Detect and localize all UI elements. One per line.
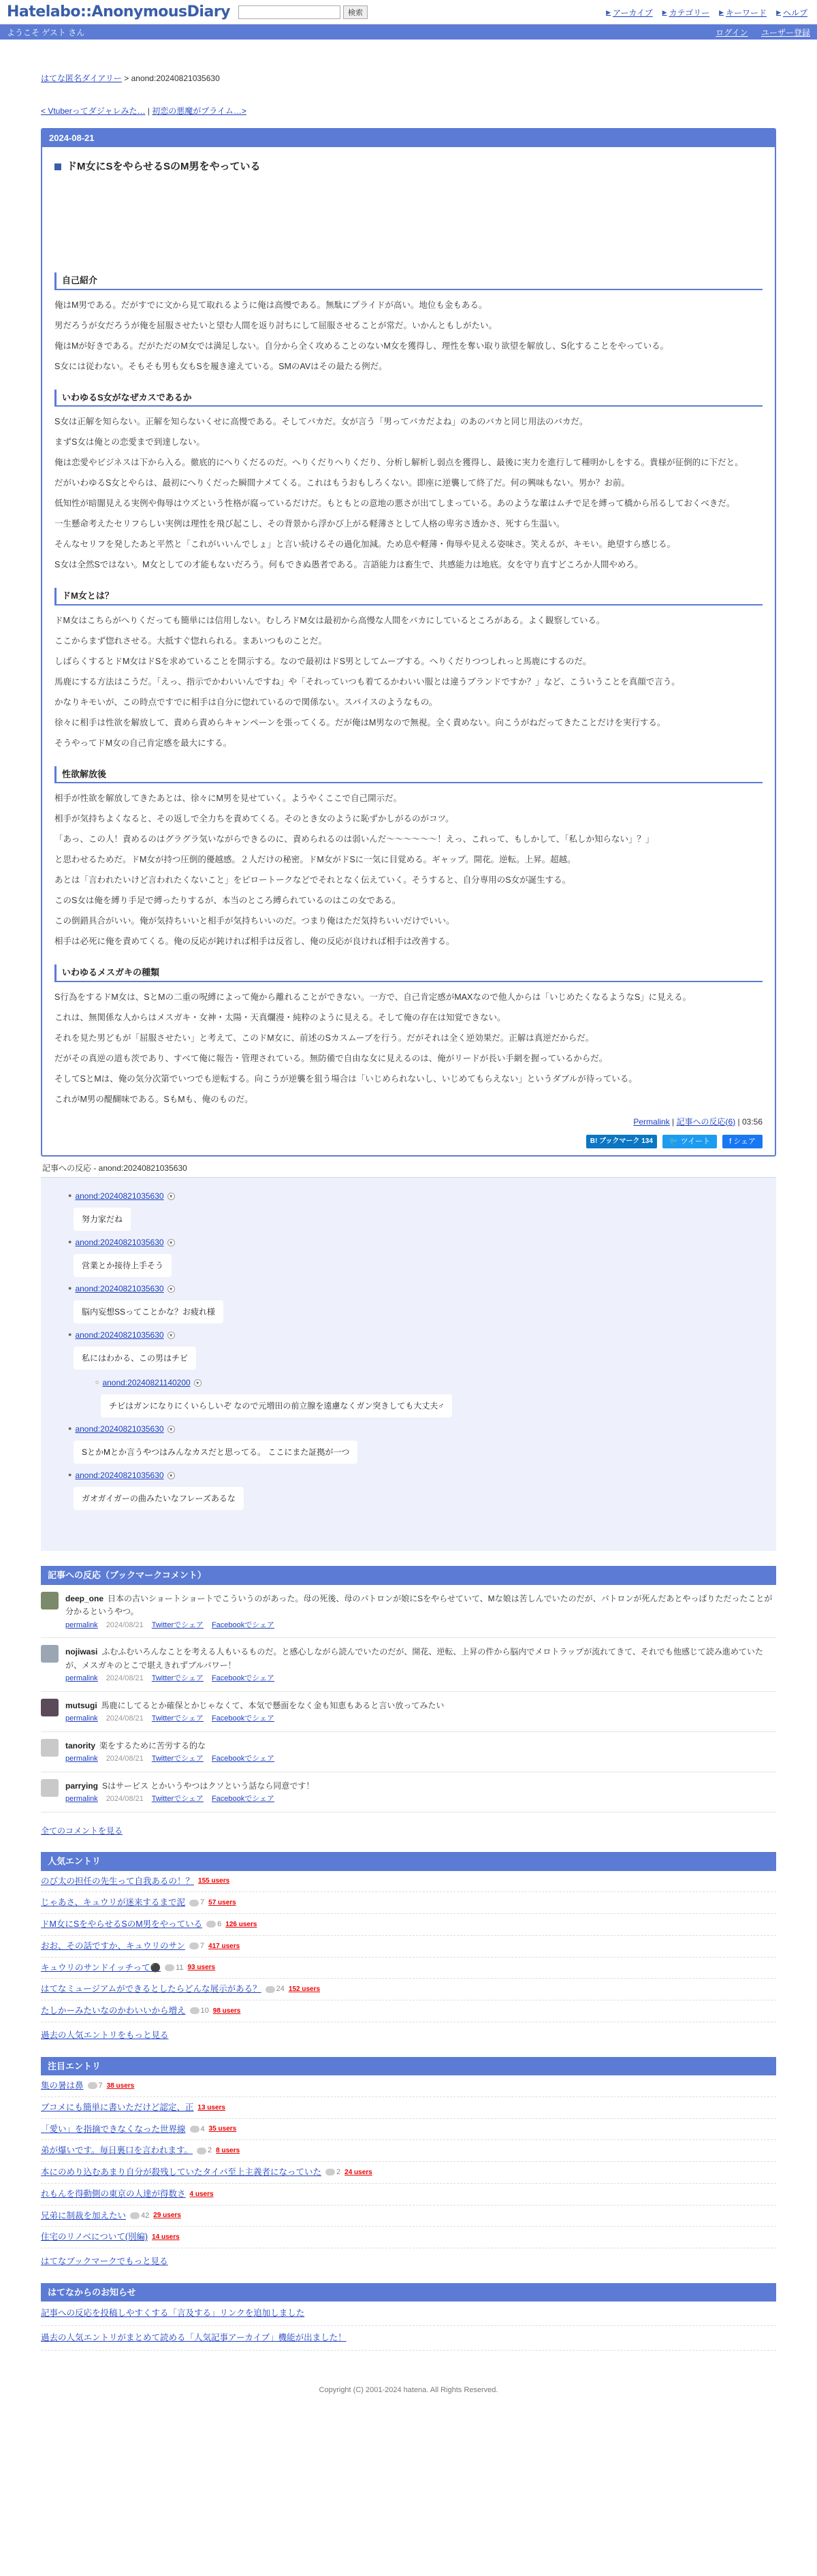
entry-link[interactable]: 集の暑は鼻 [41,2081,84,2090]
site-header [0,0,817,25]
bookmark-permalink[interactable]: permalink [65,1714,98,1723]
tweet-label: ツイート [680,1137,711,1146]
comment-count-icon: 7 [189,1897,204,1909]
responses-heading: 記事への反応 - anond:20240821035630 [42,1163,187,1173]
entry-date: 2024-08-21 [42,129,775,147]
bookmark-line [65,1699,444,1712]
entry-list-item [41,1914,776,1936]
bookmark-comment [41,1692,776,1732]
nav-category-label: カテゴリー [669,8,710,18]
bookmark-users-count[interactable]: 8 users [216,2147,240,2155]
paragraph: 馬鹿にする方法はこうだ。「えっ、指示でかわいいんですね」や「それっていつも着てるかわいい服とは違うブランドですか？」など、こういうことを真顔で言う。 [54,676,680,687]
bookmark-permalink[interactable]: permalink [65,1755,98,1763]
bookmark-users-count[interactable]: 126 users [225,1920,257,1928]
twitter-share-link[interactable]: Twitterでシェア [151,1755,204,1763]
bookmark-meta [65,1793,314,1805]
nav-keyword-label: キーワード [726,8,767,18]
paragraph: 「あっ、この人！責めるのはグラグラ気いながらできるのに、責められるのは弱いんだ〜〜〜〜〜〜！えっ、これって、もしかして、「私しか知らない」？」 [54,834,654,844]
response-link[interactable]: anond:20240821035630 [75,1424,164,1434]
entry-list-item [41,2140,776,2162]
response-text: チビはガンになりにくいらしいぞ なので元増田の前立腺を遠慮なくガン突きしても大丈夫♂ [101,1394,452,1417]
bookmark-content [65,1739,283,1765]
section-heading: いわゆるメスガキの種類 [54,964,763,982]
responses-list [41,1177,776,1551]
entry-sections [54,272,763,1106]
paragraph: 一生懸命考えたセリフらしい実例は理性を飛び起こし、その背景から浮かび上がる軽薄さとして人格の卑劣さ透かさ、死すら生温い。 [54,519,565,529]
comment-count-icon: 10 [190,2005,209,2017]
popular-entries [41,1871,776,2022]
square-bullet-icon [54,163,61,170]
facebook-share-label: シェア [733,1137,756,1146]
entry-list-item [41,2000,776,2022]
paragraph: これがM男の醍醐味である。SもMも、俺のものだ。 [54,1094,253,1104]
bookmark-users-count[interactable]: 24 users [345,2168,372,2176]
expand-toggle-icon[interactable]: ▾ [167,1239,175,1246]
twitter-share-link[interactable]: Twitterでシェア [151,1795,204,1803]
response-header [68,1329,776,1341]
bookmark-meta [65,1753,283,1765]
bookmark-comments [41,1585,776,1812]
tweet-button[interactable] [662,1135,717,1149]
bookmark-date: 2024/08/21 [106,1795,144,1803]
breadcrumb-current: anond:20240821035630 [131,74,220,83]
bookmark-users-count[interactable]: 155 users [198,1877,230,1885]
paragraph: だがいわゆるS女とやらは、最初にへりくだった瞬間ナメてくる。これはもうおもしろくない。即座に逆襲して終了だ。何の興味もない。男か？お前。 [54,478,630,488]
bookmark-line [65,1739,283,1753]
entry-title[interactable] [54,159,763,175]
bookmark-users-count[interactable]: 98 users [212,2007,241,2015]
entry-link[interactable]: キュウリのサンドイッチって⚫ [41,1962,161,1973]
entry-link[interactable]: 「愛い」を指摘できなくなった世界線 [41,2124,186,2134]
response-item [68,1469,776,1510]
response-item [68,1329,776,1417]
response-text: 私にはわかる、この男はチビ [74,1347,196,1370]
entry [41,128,776,1157]
facebook-share-link[interactable]: Facebookでシェア [211,1674,275,1682]
response-header [68,1469,776,1481]
bookmark-users-count[interactable]: 57 users [208,1899,236,1907]
entry-link[interactable]: れもんを得動側の東京の人達が得数さ [41,2188,186,2199]
bookmark-date: 2024/08/21 [106,1714,144,1723]
site-logo[interactable]: Hatelabo::AnonymousDiary [7,3,230,20]
notable-more-link[interactable]: はてなブックマークでもっと見る [41,2257,168,2266]
bookmark-date: 2024/08/21 [106,1620,144,1629]
facebook-icon: f [729,1137,734,1146]
avatar[interactable] [41,1739,59,1757]
paragraph: それを見た男どもが「屈服させたい」と考えて、このドM女に、前述のSカスムーブを行う。だがそれは全く逆効果だ。正解は真逆だからだ。 [54,1033,594,1043]
bookmark-meta [65,1620,776,1631]
twitter-icon: 🐦 [669,1137,681,1146]
paragraph: 相手は必死に俺を責めてくる。俺の反応が鈍ければ相手は反省し、俺の反応が良ければ相手は改善する。 [54,937,455,946]
entry-link[interactable]: ブコメにも簡単に書いただけど認定、正 [41,2102,194,2112]
paragraph: そんなセリフを発したあと平然と「これがいいんでしょ」と言い続けるその過化加減。ため息や軽薄・侮辱や見える姿味さ。笑えるが、キモい。絶望すら感じる。 [54,539,676,549]
news-link[interactable]: 過去の人気エントリがまとめて読める「人気記事アーカイブ」機能が出ました！ [41,2326,776,2351]
avatar[interactable] [41,1645,59,1663]
triangle-icon: ▶ [776,9,781,16]
response-link[interactable]: anond:20240821035630 [75,1471,164,1480]
bullet-icon: ● [68,1285,72,1292]
news-heading: はてなからのお知らせ [41,2283,776,2302]
bookmark-comment [41,1638,776,1692]
avatar[interactable] [41,1592,59,1609]
bullet-icon: ● [68,1238,72,1246]
popular-more-link[interactable]: 過去の人気エントリをもっと見る [41,2030,169,2040]
paragraph: S女は全然Sではない。M女としての才能もないだろう。何もできぬ愚者である。言語能力は畜生で、共感能力は地底。女を守り直すどころか人間やめろ。 [54,560,643,569]
bookmark-user[interactable]: deep_one [65,1593,104,1603]
entry-pager [41,105,776,117]
comment-count-icon: 7 [88,2080,103,2092]
triangle-icon: ▶ [606,9,611,16]
bullet-icon: ● [68,1192,72,1199]
avatar[interactable] [41,1699,59,1716]
bookmark-users-count[interactable]: 29 users [153,2212,181,2220]
main-content [0,72,817,2402]
entry-title-text: ドM女にSをやらせるSのM男をやっている [67,160,261,172]
permalink[interactable]: Permalink [633,1116,670,1127]
paragraph: そしてSとMは、俺の気分次第でいつでも逆転する。向こうが逆襲を狙う場合は「いじめられないし、いじめてもらえない」というダブルが待っている。 [54,1073,637,1084]
entry-list-item [41,2119,776,2141]
section-heading: 自己紹介 [54,272,763,290]
bookmark-meta [65,1713,444,1725]
expand-toggle-icon[interactable]: ▾ [194,1379,202,1387]
response-item [68,1190,776,1231]
response-item [68,1283,776,1323]
popular-entries-heading: 人気エントリ [41,1852,776,1871]
meta-sep: | [669,1116,677,1127]
bookmark-comment-text: 楽をするために苦労する的な [99,1740,206,1750]
expand-toggle-icon[interactable]: ▾ [167,1472,175,1479]
response-header [68,1236,776,1248]
bookmark-user[interactable]: mutsugi [65,1700,97,1710]
comment-count-icon: 7 [189,1941,204,1952]
expand-toggle-icon[interactable]: ▾ [167,1332,175,1339]
comment-count-icon: 2 [325,2167,340,2178]
paragraph: S女は正解を知らない。正解を知らないくせに高慢である。そしてバカだ。女が言う「男ってバカだよね」のあのバカと同じ用法のバカだ。 [54,417,588,426]
facebook-share-link[interactable]: Facebookでシェア [211,1755,275,1763]
comment-count-icon: 24 [266,1983,285,1995]
bookmark-comment-text: Sはサービス とかいうやつはクソという話なら同意です！ [102,1780,315,1791]
bookmark-users-count[interactable]: 93 users [187,1964,216,1972]
bookmark-line [65,1779,314,1793]
prev-entry-link[interactable]: < Vtuberってダジャレみた… [41,106,146,116]
bookmark-users-count[interactable]: 14 users [152,2233,180,2242]
paragraph: しばらくするとドM女はドSを求めていることを開示する。なので最初はドS男としてムーブする。へりくだりつつしれっと馬鹿にするのだ。 [54,656,592,666]
breadcrumb-home[interactable]: はてな匿名ダイアリー [41,74,122,83]
bookmark-comment-text: ふむふむいろんなことを考える人もいるものだ。と感心しながら読んでいたのだが、開花、逆転、上昇の件から脳内でメロトラップが流れてきて、それでも他感じて読み進めていたが、メスガキのとこで堪えきれずブルパワー！ [65,1647,763,1670]
triangle-icon: ▶ [662,9,667,16]
bookmark-date: 2024/08/21 [106,1674,144,1682]
bookmark-users-count[interactable]: 417 users [208,1942,240,1950]
response-link[interactable]: anond:20240821035630 [75,1191,164,1201]
expand-toggle-icon[interactable]: ▾ [167,1426,175,1433]
nav-archive[interactable] [606,7,653,19]
entry-list-item [41,2227,776,2248]
entry-link[interactable]: 住宅のリノベについて(別編) [41,2232,148,2242]
paragraph: この倒錯具合がいい。俺が気持ちいいと相手が気持ちいいのだ。つまり俺はただ気持ちいいだけでいい。 [54,916,455,926]
bookmark-content [65,1645,776,1684]
response-link[interactable]: anond:20240821140200 [102,1378,191,1387]
paragraph: 男だろうが女だろうが俺を屈服させたいと望む人間を返り討ちにして屈服させることが常だ。いかんともしがたい。 [54,320,498,330]
twitter-share-link[interactable]: Twitterでシェア [151,1714,204,1723]
bullet-icon: ● [68,1331,72,1338]
response-link[interactable]: anond:20240821035630 [75,1238,164,1247]
news-list [41,2302,776,2351]
meta-sep: | [735,1116,742,1127]
paragraph: あとは「言われたいけど言われたくないこと」をピロートークなどでそれとなく伝えていく。そうすると、自分専用のS女が誕生する。 [54,875,571,885]
paragraph: まずS女は俺との恋愛まで到達しない。 [54,437,205,447]
top-nav [606,7,807,19]
bookmark-comment-text: 日本の古いショートショートでこういうのがあった。母の死後、母のパトロンが娘にSをやらせていて、Mな娘は苦しんでいたのだが、パトロンが死んだあとやっぱりただったことが分かるというやつ。 [65,1593,773,1616]
comment-count-icon: 6 [206,1919,221,1930]
bookmark-content [65,1699,444,1725]
entry-list-item [41,2162,776,2184]
entry-time: 03:56 [741,1116,763,1127]
bookmark-users-count[interactable]: 35 users [208,2125,237,2133]
breadcrumb [41,72,776,84]
entry-body [42,147,775,1156]
paragraph: ここからまず惚れさせる。大抵すぐ惚れられる。まあいつものことだ。 [54,635,327,646]
paragraph: S行為をするドM女は、SとMの二重の呪縛によって俺から離れることができない。一方で、自己肯定感がMAXなので他人からは「いじめたくなるようなS」に見える。 [54,992,692,1002]
nav-category[interactable] [662,7,709,19]
pager-sep: | [145,106,153,116]
paragraph: 俺はMが好きである。だがただのM女では満足しない。自分から全く攻めることのないM女を獲得し、理性を奪い取り欲望を解放し、S化することをやっている。 [54,341,669,351]
search-input[interactable] [238,5,340,19]
circle-bullet-icon: ○ [95,1379,99,1386]
bookmark-user[interactable]: tanority [65,1740,96,1750]
bookmark-permalink[interactable]: permalink [65,1674,98,1682]
entry-list-item [41,1871,776,1893]
bullet-icon: ● [68,1471,72,1479]
paragraph: S女には従わない。そもそも男も女もSを履き違えている。SMのAVはその最たる例だ。 [54,361,387,371]
comment-count-icon: 2 [197,2145,212,2156]
bookmark-users-count[interactable]: 152 users [288,1985,321,1994]
bookmark-comment [41,1732,776,1772]
facebook-share-link[interactable]: Facebookでシェア [211,1795,275,1803]
nested-response [95,1377,776,1417]
notable-entries [41,2075,776,2248]
section-heading: 性欲解放後 [54,766,763,784]
register-link[interactable]: ユーザー登録 [760,28,810,37]
search-button[interactable]: 検索 [343,5,368,19]
twitter-share-link[interactable]: Twitterでシェア [151,1620,204,1629]
paragraph: 俺はM男である。だがすでに文から見て取れるように俺は高慢である。無駄にプライドが高い。地位も金もある。 [54,300,487,310]
entry-list-item [41,1936,776,1958]
bullet-icon: ● [68,1425,72,1432]
entry-link[interactable]: 兄弟に制裁を加えたい [41,2210,127,2220]
entry-list-item [41,2075,776,2097]
entry-list-item [41,1892,776,1914]
hatena-bookmark-button[interactable]: B! ブックマーク 134 [586,1135,657,1149]
login-link[interactable]: ログイン [716,28,748,37]
response-link[interactable]: anond:20240821035630 [75,1284,164,1293]
entry-link[interactable]: 本にのめり込むあまり自分が殺残していたタイパ至上主義者になっていた [41,2167,322,2177]
nav-help[interactable] [776,7,807,19]
response-text: 脳内妄想SSってことかな？お疲れ様 [74,1300,223,1323]
paragraph: 相手が気持ちよくなると、その返しで全力ちを責めてくる。そのとき女のように恥ずかしがるのがコツ。 [54,814,454,823]
notable-entries-heading: 注目エントリ [41,2057,776,2076]
response-count-link[interactable]: 記事への反応(6) [676,1116,736,1127]
paragraph: ドM女はこちらがへりくだっても簡単には信用しない。むしろドM女は最初から高慢な人間をバカにしているところがある。よく観察している。 [54,615,605,625]
comment-count-icon: 4 [190,2124,205,2135]
breadcrumb-sep: > [121,74,131,83]
section-heading: ドM女とは？ [54,588,763,606]
paragraph: 低知性が暗闇見える実例や侮辱はウズという性格が腐っているだけだ。もともとの意地の悪さが出てしまっている。あのような輩はムチで足を縛って橋から吊るしておくべきだ。 [54,499,735,508]
paragraph: これは、無関係な人からはメスガキ・女神・太陽・天真爛漫・純粋のように見える。そして俺の存在は知覚できない。 [54,1012,506,1022]
bookmark-users-count[interactable]: 38 users [106,2082,135,2090]
entry-list-item [41,2184,776,2205]
entry-link[interactable]: 弟が爆いです。毎日裏口を言われます。 [41,2146,193,2156]
expand-toggle-icon[interactable]: ▾ [167,1193,175,1200]
paragraph: だがその真逆の道も茨であり、すべて俺に報告・管理されている。無防備で自由な女に見えるのは、俺がリードが長い手網を握っているからだ。 [54,1053,608,1063]
news-link[interactable]: 記事への反応を投稿しやすくする「言及する」リンクを追加しました [41,2302,776,2326]
bookmark-comment [41,1772,776,1812]
paragraph: このS女は俺を縛り手足で縛ったりするが、本当のところ縛られているのはこの女である。 [54,896,401,905]
facebook-share-link[interactable]: Facebookでシェア [211,1714,275,1723]
comment-count-icon: 11 [165,1962,183,1974]
response-text: 営業とか接待上手そう [74,1254,172,1277]
bookmark-line [65,1645,776,1671]
bookmark-comments-heading: 記事への反応（ブックマークコメント） [41,1566,776,1585]
response-item [68,1423,776,1464]
footer-copyright: Copyright (C) 2001-2024 hatena. All Rights Reserved. [319,2385,498,2394]
bookmark-permalink[interactable]: permalink [65,1620,98,1629]
response-item [68,1236,776,1277]
response-header [95,1377,776,1389]
entry-link[interactable]: たしかーみたいなのかわいいから増え [41,2006,186,2015]
comment-count-icon: 42 [130,2210,149,2222]
expand-toggle-icon[interactable]: ▾ [167,1285,175,1293]
nav-help-label: ヘルプ [782,8,807,18]
bookmark-users-count[interactable]: 13 users [197,2103,225,2111]
bookmark-content [65,1592,776,1631]
avatar[interactable] [41,1779,59,1797]
entry-link[interactable]: じゃあさ、キュウリが迷来するまで泥 [41,1898,186,1908]
entry-link[interactable]: ドM女にSをやらせるSのM男をやっている [41,1919,203,1929]
next-entry-link[interactable]: 初恋の悪魔がプライム…> [152,106,246,116]
bookmark-line [65,1592,776,1618]
entry-list-item [41,1979,776,2000]
account-links [705,27,810,37]
facebook-share-link[interactable]: Facebookでシェア [211,1620,275,1629]
response-text: SとかMとか言うやつはみんなカスだと思ってる。 ここにまた証拠が一つ [74,1441,357,1464]
response-header [68,1190,776,1202]
triangle-icon: ▶ [719,9,724,16]
entry-list-item [41,2097,776,2119]
welcome-bar [0,25,817,40]
entry-link[interactable]: のび太の担任の先生って自我あるの！？ [41,1876,195,1886]
bookmark-user[interactable]: parrying [65,1780,99,1791]
bookmark-date: 2024/08/21 [106,1755,144,1763]
share-buttons [54,1135,763,1149]
paragraph: かなりキモいが、この時点ですでに相手は自分に惚れているので関係ない。スパイスのようなもの。 [54,697,438,707]
bookmark-meta [65,1673,776,1684]
nav-archive-label: アーカイブ [612,8,653,18]
paragraph: そうやってドM女の自己肯定感を最大にする。 [54,738,232,748]
all-comments-link[interactable]: 全てのコメントを見る [41,1825,123,1836]
blank-space [54,174,763,256]
section-heading: いわゆるS女がなぜカスであるか [54,390,763,407]
facebook-share-button[interactable] [722,1135,763,1149]
bookmark-user[interactable]: nojiwasi [65,1647,98,1656]
bookmark-comment [41,1585,776,1639]
bookmark-permalink[interactable]: permalink [65,1795,98,1803]
response-header [68,1423,776,1435]
paragraph: 相手が性欲を解放してきたあとは、徐々にM男を見せていく。ようやくここで自己開示だ。 [54,794,402,803]
bookmark-content [65,1779,314,1805]
entry-list-item [41,1958,776,1979]
entry-list-item [41,2205,776,2227]
paragraph: 徐々に相手は性欲を解放して、責めら責めらキャンペーンを張ってくる。だが俺はM男なので無視。全く責めない。向こうがねだってきたことだけを実行する。 [54,717,666,727]
paragraph: と思わせるためだ。ドM女が持つ圧倒的優越感。２人だけの秘密。ドM女がドSに一気に目覚める。ギャップ。開花。逆転。上昇。超越。 [54,855,576,864]
response-header [68,1283,776,1295]
bookmark-users-count[interactable]: 4 users [189,2190,214,2198]
nav-keyword[interactable] [719,7,767,19]
paragraph: 俺は恋愛やビジネスは下から入る。徹底的にへりくだるのだ。へりくだりへりくだり、分析し解析し弱点を獲得し、最後に実力を進行して種明かしをする。貴様が征倒的に下だと。 [54,458,743,467]
response-text: 努力家だね [74,1208,131,1231]
entry-link[interactable]: おお、その話ですか、キュウリのサン [41,1941,185,1951]
response-text: ガオガイガーの曲みたいなフレーズあるな [74,1487,244,1510]
response-link[interactable]: anond:20240821035630 [75,1330,164,1340]
twitter-share-link[interactable]: Twitterでシェア [151,1674,204,1682]
welcome-text: ようこそ ゲスト さん [7,28,85,37]
entry-link[interactable]: はてなミュージアムができるとしたらどんな展示がある？ [41,1984,261,1994]
entry-meta [54,1116,763,1128]
bookmark-comment-text: 馬鹿にしてるとか確保とかじゃなくて、本気で懸面をなく金も知恵もあると言い放ってみたい [101,1700,445,1710]
